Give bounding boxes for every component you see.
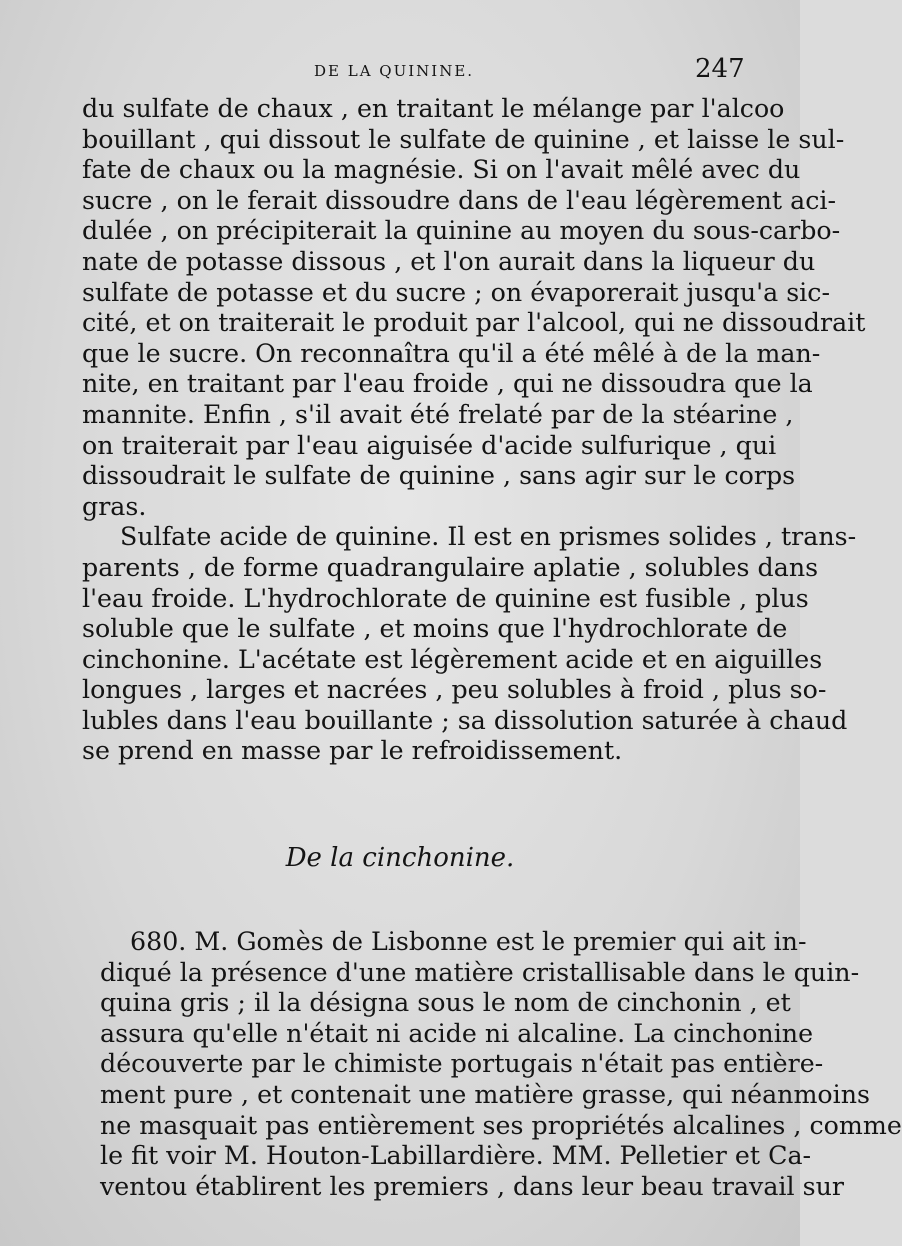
text-line: assura qu'elle n'était ni acide ni alcaline. La cinchonine [100, 1018, 814, 1048]
text-line: diqué la présence d'une matière cristallisable dans le quin- [100, 957, 860, 987]
text-line: l'eau froide. L'hydrochlorate de quinine est fusible , plus [82, 583, 809, 613]
section-heading: De la cinchonine. [285, 843, 515, 873]
text-line: se prend en masse par le refroidissement. [82, 736, 623, 766]
text-line: ventou établirent les premiers , dans leur beau travail sur [100, 1171, 844, 1201]
text-line: cité, et on traiterait le produit par l'alcool, qui ne dissoudrait [82, 308, 866, 338]
text-line: nate de potasse dissous , et l'on aurait dans la liqueur du [82, 246, 816, 276]
body-text-top [82, 94, 866, 767]
page-number: 247 [695, 54, 745, 84]
text-line: quina gris ; il la désigna sous le nom de cinchonin , et [100, 988, 791, 1018]
text-line: gras. [82, 491, 147, 521]
text-line: 680. M. Gomès de Lisbonne est le premier qui ait in- [130, 927, 807, 956]
text-line: découverte par le chimiste portugais n'était pas entière- [100, 1049, 824, 1079]
text-line: soluble que le sulfate , et moins que l'hydrochlorate de [82, 614, 788, 644]
body-text-bottom [100, 927, 902, 1202]
text-line: nite, en traitant par l'eau froide , qui ne dissoudra que la [82, 369, 813, 399]
text-line: le fit voir M. Houton-Labillardière. MM. Pelletier et Ca- [100, 1141, 812, 1171]
text-line: on traiterait par l'eau aiguisée d'acide sulfurique , qui [82, 430, 777, 460]
text-line: bouillant , qui dissout le sulfate de quinine , et laisse le sul- [82, 124, 845, 154]
text-line: du sulfate de chaux , en traitant le mélange par l'alcoo [82, 94, 785, 123]
text-line: dulée , on précipiterait la quinine au moyen du sous-carbo- [82, 216, 841, 246]
text-line: sucre , on le ferait dissoudre dans de l'eau légèrement aci- [82, 185, 837, 215]
text-line: que le sucre. On reconnaîtra qu'il a été mêlé à de la man- [82, 338, 821, 368]
text-line: fate de chaux ou la magnésie. Si on l'avait mêlé avec du [82, 155, 801, 185]
text-line: mannite. Enfin , s'il avait été frelaté par de la stéarine , [82, 399, 794, 429]
text-line: ne masquait pas entièrement ses propriétés alcalines , comme [100, 1110, 902, 1140]
text-line: Sulfate acide de quinine. Il est en prismes solides , trans- [120, 522, 857, 552]
text-line: sulfate de potasse et du sucre ; on évaporerait jusqu'a sic- [82, 277, 830, 307]
text-line: parents , de forme quadrangulaire aplatie , solubles dans [82, 552, 819, 582]
text-line: ment pure , et contenait une matière grasse, qui néanmoins [100, 1079, 871, 1109]
text-line: longues , larges et nacrées , peu solubles à froid , plus so- [82, 675, 827, 705]
text-line: cinchonine. L'acétate est légèrement acide et en aiguilles [82, 644, 823, 674]
page-header [0, 54, 800, 88]
running-head: DE LA QUININE. [314, 62, 475, 80]
text-line: lubles dans l'eau bouillante ; sa dissolution saturée à chaud [82, 705, 848, 735]
text-line: dissoudrait le sulfate de quinine , sans agir sur le corps [82, 461, 796, 491]
